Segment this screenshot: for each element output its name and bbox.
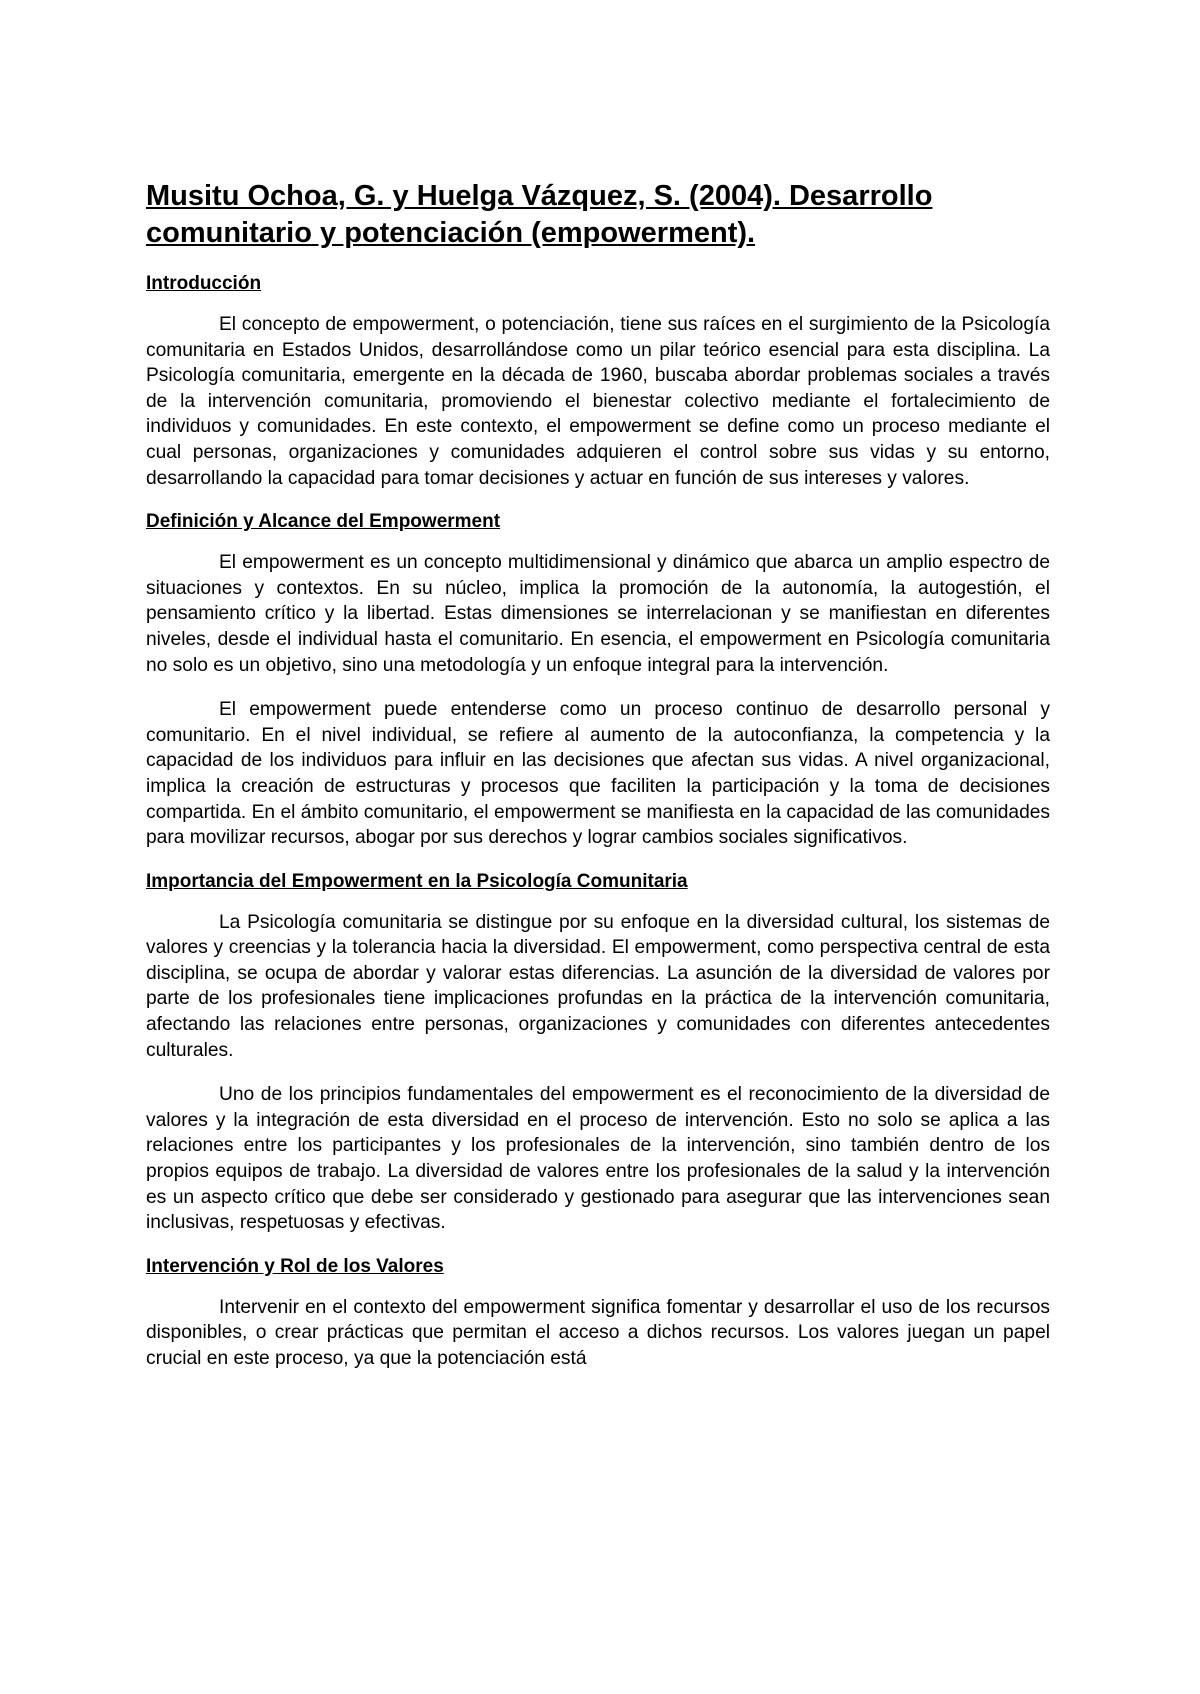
- paragraph: La Psicología comunitaria se distingue por su enfoque en la diversidad cultural, los sistemas de valores y creencias y la tolerancia hacia la diversidad. El empowerment, como perspectiva central de esta disciplina, se ocupa de abordar y valorar estas diferencias. La asunción de la diversidad de valores por parte de los profesionales tiene implicaciones profundas en la práctica de la intervención comunitaria, afectando las relaciones entre personas, organizaciones y comunidades con diferentes antecedentes culturales.: [146, 911, 1050, 1061]
- paragraph: El empowerment puede entenderse como un proceso continuo de desarrollo personal y comunitario. En el nivel individual, se refiere al aumento de la autoconfianza, la competencia y la capacidad de los individuos para influir en las decisiones que afectan sus vidas. A nivel organizacional, implica la creación de estructuras y procesos que faciliten la participación y la toma de decisiones compartida. En el ámbito comunitario, el empowerment se manifiesta en la capacidad de las comunidades para movilizar recursos, abogar por sus derechos y lograr cambios sociales significativos.: [146, 699, 1050, 849]
- section-introduccion: [146, 272, 1050, 491]
- section-heading: Definición y Alcance del Empowerment: [146, 511, 501, 533]
- paragraph: Intervenir en el contexto del empowerment significa fomentar y desarrollar el uso de los recursos disponibles, o crear prácticas que permitan el acceso a dichos recursos. Los valores juegan un papel crucial en este proceso, ya que la potenciación está: [146, 1296, 1050, 1369]
- section-heading: Introducción: [146, 273, 262, 294]
- paragraph: El concepto de empowerment, o potenciación, tiene sus raíces en el surgimiento de la Psicología comunitaria en Estados Unidos, desarrollándose como un pilar teórico esencial para esta disciplina. La Psicología comunitaria, emergente en la década de 1960, buscaba abordar problemas sociales a través de la intervención comunitaria, promoviendo el bienestar colectivo mediante el fortalecimiento de individuos y comunidades. En este contexto, el empowerment se define como un proceso mediante el cual personas, organizaciones y comunidades adquieren el control sobre sus vidas y su entorno, desarrollando la capacidad para tomar decisiones y actuar en función de sus intereses y valores.: [146, 314, 1050, 489]
- paragraph: Uno de los principios fundamentales del empowerment es el reconocimiento de la diversidad de valores y la integración de esta diversidad en el proceso de intervención. Esto no solo se aplica a las relaciones entre los participantes y los profesionales de la intervención, sino también dentro de los propios equipos de trabajo. La diversidad de valores entre los profesionales de la salud y la intervención es un aspecto crítico que debe ser considerado y gestionado para asegurar que las intervenciones sean inclusivas, respetuosas y efectivas.: [146, 1084, 1050, 1234]
- document-page: [146, 178, 1050, 1372]
- paragraph: El empowerment es un concepto multidimensional y dinámico que abarca un amplio espectro de situaciones y contextos. En su núcleo, implica la promoción de la autonomía, la autogestión, el pensamiento crítico y la libertad. Estas dimensiones se interrelacionan y se manifiestan en diferentes niveles, desde el individual hasta el comunitario. En esencia, el empowerment en Psicología comunitaria no solo es un objetivo, sino una metodología y un enfoque integral para la intervención.: [146, 552, 1050, 676]
- section-heading: Intervención y Rol de los Valores: [146, 1255, 444, 1277]
- document-title: Musitu Ochoa, G. y Huelga Vázquez, S. (2004). Desarrollo comunitario y potenciación (empowerment).: [146, 180, 933, 249]
- section-heading: Importancia del Empowerment en la Psicología Comunitaria: [146, 870, 688, 892]
- section-importancia: [146, 870, 1050, 1236]
- section-definicion: [146, 510, 1050, 851]
- section-intervencion: [146, 1255, 1050, 1372]
